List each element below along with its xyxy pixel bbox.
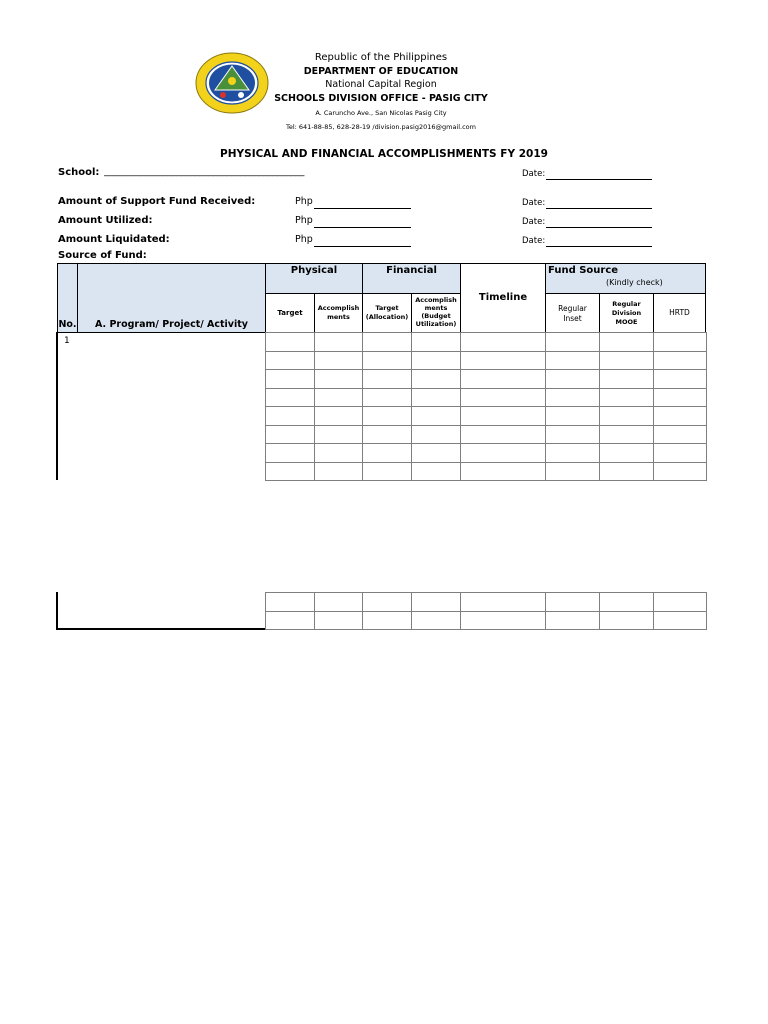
- physical-header: Physical: [290, 265, 338, 276]
- table-row: [266, 611, 707, 630]
- table-row: [266, 351, 707, 370]
- entry-cell[interactable]: [412, 388, 461, 407]
- liquidated-date-field[interactable]: [546, 236, 652, 247]
- entry-cell[interactable]: [363, 444, 412, 463]
- entry-cell[interactable]: [461, 444, 546, 463]
- entry-cell[interactable]: [546, 351, 600, 370]
- entry-cell[interactable]: [266, 444, 315, 463]
- entry-cell[interactable]: [315, 462, 363, 481]
- entry-cell[interactable]: [654, 462, 707, 481]
- entry-cell[interactable]: [546, 407, 600, 426]
- entry-cell[interactable]: [412, 462, 461, 481]
- entry-cell[interactable]: [266, 611, 315, 630]
- entry-cell[interactable]: [266, 333, 315, 352]
- regular-division-mooe-header: Regular Division MOOE: [599, 293, 654, 333]
- activity-header-cell: [77, 263, 266, 333]
- left-border-lower: [56, 592, 58, 630]
- physical-target-header: Target: [265, 293, 315, 333]
- source-of-fund-label: Source of Fund:: [58, 250, 147, 261]
- department-line: DEPARTMENT OF EDUCATION: [303, 66, 459, 77]
- entry-cell[interactable]: [461, 407, 546, 426]
- entry-cell[interactable]: [315, 370, 363, 389]
- entry-cell[interactable]: [600, 425, 654, 444]
- entry-cell[interactable]: [461, 333, 546, 352]
- entry-cell[interactable]: [266, 425, 315, 444]
- entry-cell[interactable]: [315, 593, 363, 612]
- entry-cell[interactable]: [654, 333, 707, 352]
- table-row: [266, 444, 707, 463]
- entry-cell[interactable]: [266, 593, 315, 612]
- republic-line: Republic of the Philippines: [314, 52, 448, 63]
- utilized-label: Amount Utilized:: [58, 215, 153, 226]
- entry-cell[interactable]: [546, 425, 600, 444]
- lower-entry-grid: [265, 592, 707, 630]
- activity-header: A. Program/ Project/ Activity: [95, 319, 248, 330]
- entry-cell[interactable]: [461, 593, 546, 612]
- division-office-line: SCHOOLS DIVISION OFFICE - PASIG CITY: [274, 93, 488, 104]
- entry-cell[interactable]: [266, 388, 315, 407]
- entry-cell[interactable]: [654, 388, 707, 407]
- entry-cell[interactable]: [363, 462, 412, 481]
- fund-source-header: Fund Source: [548, 265, 619, 276]
- support-php-label: Php: [295, 196, 313, 207]
- school-label: School:: [58, 167, 100, 178]
- support-amount-field[interactable]: [314, 198, 411, 209]
- entry-cell[interactable]: [266, 370, 315, 389]
- table-row: [266, 462, 707, 481]
- entry-cell[interactable]: [315, 444, 363, 463]
- entry-cell[interactable]: [546, 444, 600, 463]
- liquidated-date-label: Date:: [522, 236, 546, 246]
- support-fund-label: Amount of Support Fund Received:: [58, 196, 256, 207]
- entry-cell[interactable]: [600, 611, 654, 630]
- entry-cell[interactable]: [654, 611, 707, 630]
- entry-cell[interactable]: [412, 407, 461, 426]
- no-header: No.: [58, 319, 77, 330]
- table-row: [266, 593, 707, 612]
- entry-cell[interactable]: [461, 462, 546, 481]
- entry-cell[interactable]: [315, 611, 363, 630]
- entry-cell[interactable]: [600, 444, 654, 463]
- utilized-date-label: Date:: [522, 217, 546, 227]
- entry-cell[interactable]: [654, 593, 707, 612]
- regular-inset-header: Regular Inset: [545, 293, 600, 333]
- table-row: [266, 370, 707, 389]
- entry-cell[interactable]: [654, 370, 707, 389]
- kindly-check-note: (Kindly check): [606, 278, 663, 287]
- entry-cell[interactable]: [363, 611, 412, 630]
- table-row: [266, 388, 707, 407]
- row-number: 1: [64, 336, 70, 346]
- entry-cell[interactable]: [363, 351, 412, 370]
- entry-cell[interactable]: [461, 611, 546, 630]
- financial-target-header: Target (Allocation): [362, 293, 412, 333]
- financial-header: Financial: [386, 265, 437, 276]
- entry-cell[interactable]: [461, 425, 546, 444]
- entry-cell[interactable]: [412, 370, 461, 389]
- table-row: [266, 333, 707, 352]
- liquidated-php-label: Php: [295, 234, 313, 245]
- liquidated-amount-field[interactable]: [314, 236, 411, 247]
- entry-cell[interactable]: [654, 444, 707, 463]
- utilized-amount-field[interactable]: [314, 217, 411, 228]
- entry-cell[interactable]: [600, 462, 654, 481]
- address-line: A. Caruncho Ave., San Nicolas Pasig City: [315, 109, 447, 117]
- entry-cell[interactable]: [546, 593, 600, 612]
- entry-cell[interactable]: [600, 370, 654, 389]
- entry-cell[interactable]: [600, 593, 654, 612]
- entry-cell[interactable]: [266, 407, 315, 426]
- entry-cell[interactable]: [412, 425, 461, 444]
- entry-cell[interactable]: [363, 370, 412, 389]
- entry-cell[interactable]: [363, 407, 412, 426]
- entry-cell[interactable]: [461, 351, 546, 370]
- entry-cell[interactable]: [546, 370, 600, 389]
- entry-cell[interactable]: [315, 407, 363, 426]
- entry-cell[interactable]: [266, 462, 315, 481]
- entry-cell[interactable]: [654, 407, 707, 426]
- left-border-upper: [56, 332, 58, 480]
- contact-line: Tel: 641-88-85, 628-28-19 /division.pasig2016@gmail.com: [285, 123, 476, 131]
- entry-cell[interactable]: [363, 425, 412, 444]
- school-date-label: Date:: [522, 169, 546, 179]
- entry-cell[interactable]: [600, 407, 654, 426]
- hrtd-header: HRTD: [653, 293, 706, 333]
- utilized-php-label: Php: [295, 215, 313, 226]
- entry-cell[interactable]: [412, 611, 461, 630]
- table-row: [266, 425, 707, 444]
- entry-cell[interactable]: [266, 351, 315, 370]
- upper-entry-grid: [265, 332, 707, 481]
- entry-cell[interactable]: [315, 425, 363, 444]
- region-line: National Capital Region: [325, 79, 437, 90]
- entry-cell[interactable]: [654, 425, 707, 444]
- entry-cell[interactable]: [412, 333, 461, 352]
- entry-cell[interactable]: [600, 333, 654, 352]
- no-header-cell: [57, 263, 78, 333]
- fund-source-header-cell: [545, 263, 706, 294]
- entry-cell[interactable]: [363, 593, 412, 612]
- entry-cell[interactable]: [461, 370, 546, 389]
- entry-cell[interactable]: [600, 388, 654, 407]
- school-date-field[interactable]: [546, 169, 652, 180]
- physical-header-cell: [265, 263, 363, 294]
- entry-cell[interactable]: [600, 351, 654, 370]
- entry-cell[interactable]: [546, 611, 600, 630]
- timeline-header: Timeline: [478, 292, 528, 303]
- entry-cell[interactable]: [654, 351, 707, 370]
- timeline-header-cell: [460, 263, 546, 333]
- physical-accomplishments-header: Accomplish ments: [314, 293, 363, 333]
- entry-cell[interactable]: [412, 593, 461, 612]
- entry-cell[interactable]: [315, 351, 363, 370]
- entry-cell[interactable]: [546, 388, 600, 407]
- utilized-date-field[interactable]: [546, 217, 652, 228]
- bottom-border-lower: [56, 628, 266, 630]
- entry-cell[interactable]: [412, 444, 461, 463]
- report-title: PHYSICAL AND FINANCIAL ACCOMPLISHMENTS FY 2019: [220, 148, 548, 160]
- financial-header-cell: [362, 263, 461, 294]
- entry-cell[interactable]: [315, 333, 363, 352]
- table-row: [266, 407, 707, 426]
- entry-cell[interactable]: [363, 333, 412, 352]
- financial-accomplishments-header: Accomplish ments (Budget Utilization): [411, 293, 461, 333]
- entry-cell[interactable]: [461, 388, 546, 407]
- school-field[interactable]: ____________________________________________: [104, 166, 305, 177]
- support-date-label: Date:: [522, 198, 546, 208]
- entry-cell[interactable]: [363, 388, 412, 407]
- entry-cell[interactable]: [546, 333, 600, 352]
- entry-cell[interactable]: [315, 388, 363, 407]
- liquidated-label: Amount Liquidated:: [58, 234, 170, 245]
- entry-cell[interactable]: [412, 351, 461, 370]
- entry-cell[interactable]: [546, 462, 600, 481]
- support-date-field[interactable]: [546, 198, 652, 209]
